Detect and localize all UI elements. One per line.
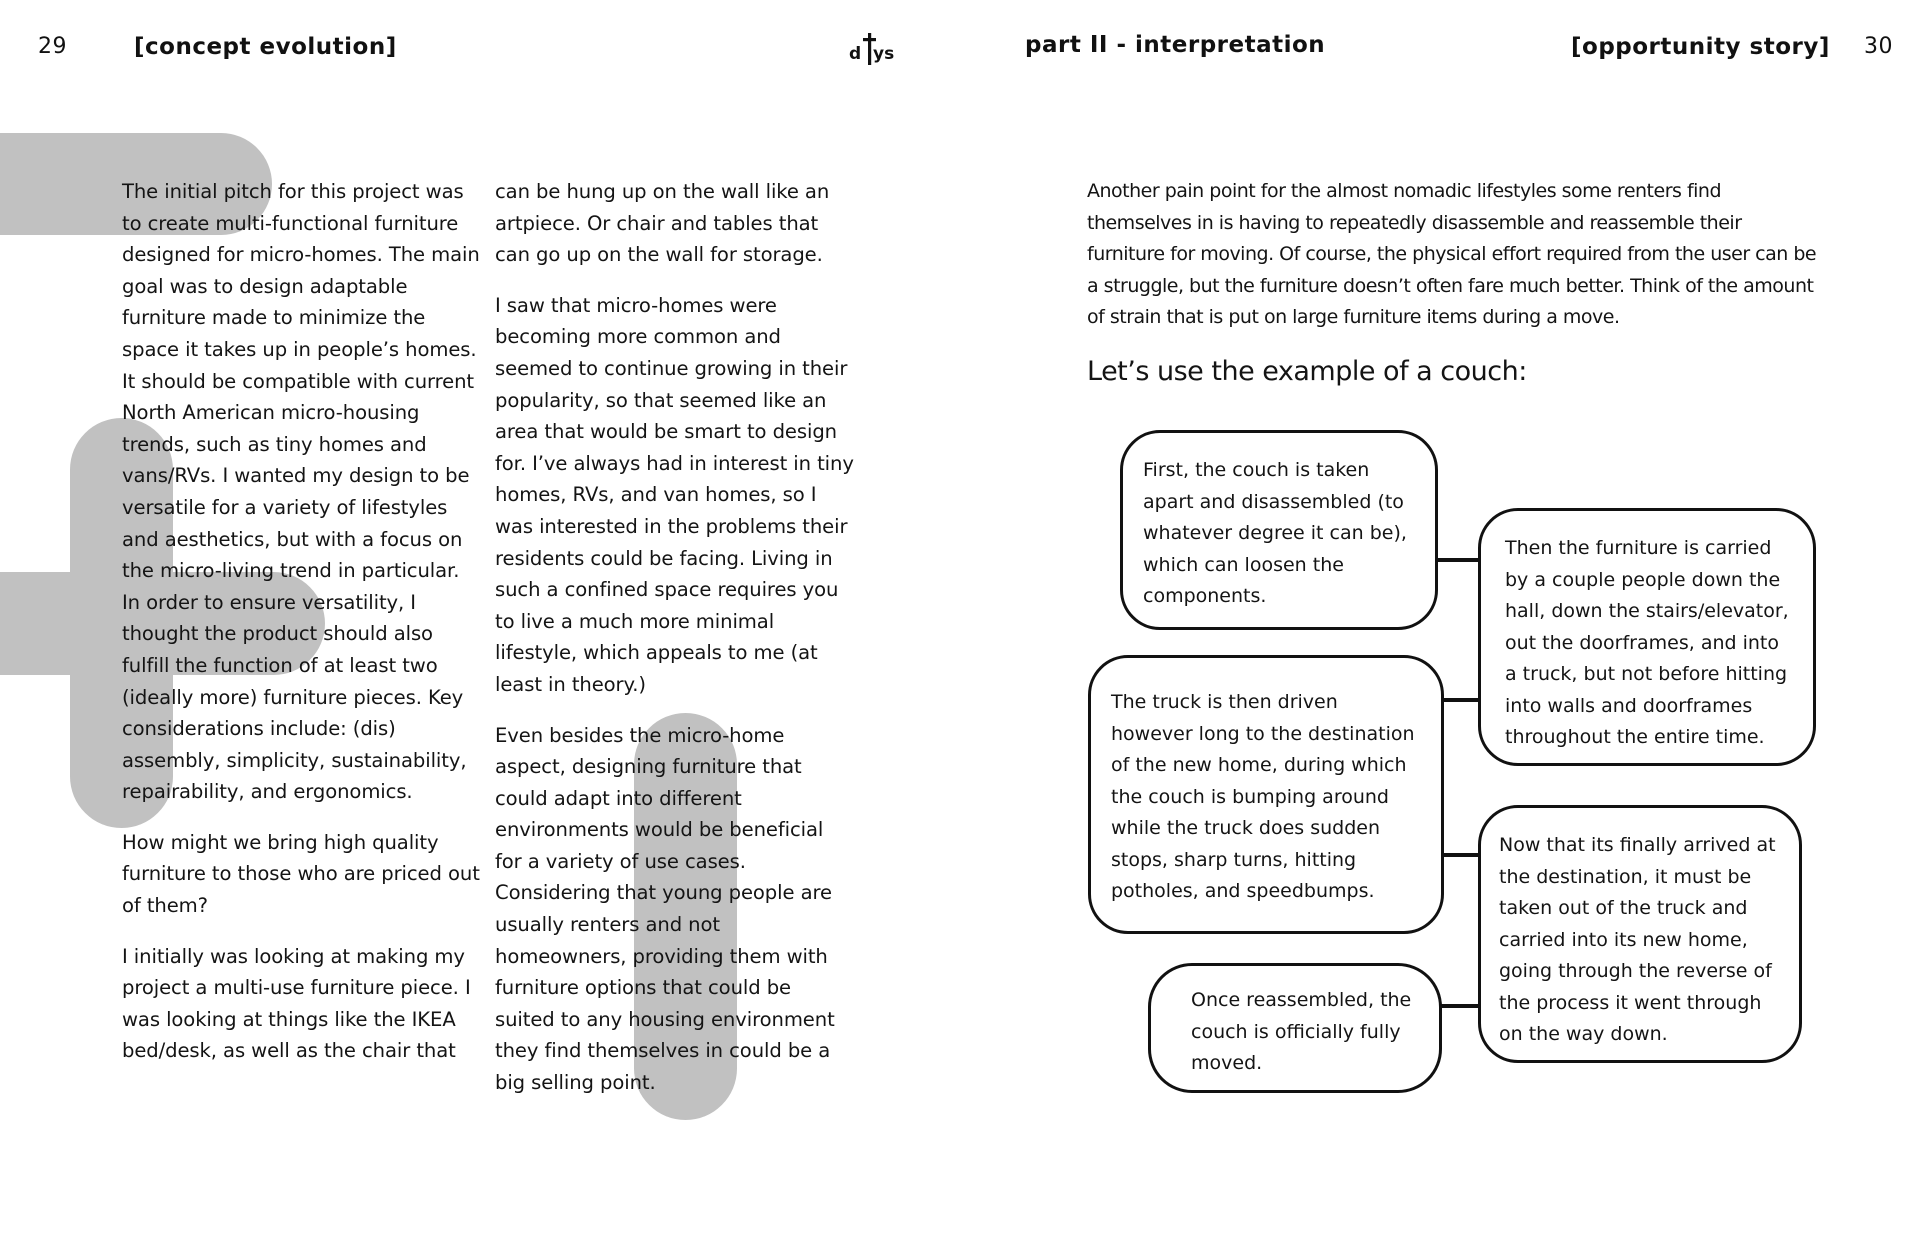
connector-line (1434, 558, 1480, 562)
step-text: Once reassembled, the couch is officially fully moved. (1191, 989, 1412, 1074)
diagram-step-box (1088, 655, 1444, 934)
step-text: Then the furniture is carried by a couple people down the hall, down the stairs/elevator, out the doorframes, and into a truck, but not before hitting into walls and doorframes throughout the entire time. (1505, 537, 1789, 748)
connector-line (1441, 853, 1480, 857)
diagram-step-box (1148, 963, 1442, 1093)
paragraph: I saw that micro-homes were becoming more common and seemed to continue growing in their popularity, so that seemed like an area that would be smart to design for. I’ve always had in interest in tiny homes, RVs, and van homes, so I was interested in the problems their residents could be facing. Living in such a confined space requires you to live a much more minimal lifestyle, which appeals to me (at least in theory.) (495, 293, 854, 696)
step-text: The truck is then driven however long to the destination of the new home, during which the couch is bumping around while the truck does sudden stops, sharp turns, hitting potholes, and speedbumps. (1111, 691, 1415, 902)
body-column-2 (495, 176, 855, 1118)
right-section-title: [opportunity story] (1571, 34, 1830, 60)
svg-text:d: d (849, 44, 862, 64)
connector-line (1439, 1004, 1480, 1008)
diagram-step-box (1478, 508, 1816, 766)
paragraph: Even besides the micro-home aspect, designing furniture that could adapt into different environments would be beneficial for a variety of use cases. Considering that young people are usually renters and not homeowners, providing them with furniture options that could be suited to any housing environment they find themselves in could be a big selling point. (495, 723, 835, 1095)
body-column-1 (122, 176, 482, 1086)
paragraph: The initial pitch for this project was to create multi-functional furniture designed for micro-homes. The main goal was to design adaptable furniture made to minimize the space it takes up in people’s homes. It should be compatible with current North American micro-housing trends, such as tiny homes and vans/RVs. I wanted my design to be versatile for a variety of lifestyles and aesthetics, but with a focus on the micro-living trend in particular. In order to ensure versatility, I thought the product should also fulfill the function of at least two (ideally more) furniture pieces. Key considerations include: (dis) assembly, simplicity, sustainability, repairability, and ergonomics. (122, 180, 480, 804)
cross-logo-icon (848, 32, 898, 66)
diagram-step-box (1120, 430, 1438, 630)
right-page-number: 30 (1864, 34, 1893, 59)
svg-text:ys: ys (873, 44, 895, 64)
intro-paragraph: Another pain point for the almost nomadic lifestyles some renters find themselves in is having to repeatedly disassemble and reassemble their furniture for moving. Of course, the physical effort required from the user can be a struggle, but the furniture doesn’t often fare much better. Think of the amount of strain that is put on large furniture items during a move. (1087, 180, 1817, 329)
paragraph: I initially was looking at making my project a multi-use furniture piece. I was looking at things like the IKEA bed/desk, as well as the chair that (122, 944, 471, 1063)
left-section-title: [concept evolution] (134, 34, 397, 60)
left-page-number: 29 (38, 34, 67, 59)
step-text: First, the couch is taken apart and disassembled (to whatever degree it can be), which can loosen the components. (1143, 459, 1407, 607)
logo (848, 32, 898, 66)
diagram-step-box (1478, 805, 1802, 1063)
paragraph: can be hung up on the wall like an artpiece. Or chair and tables that can go up on the wall for storage. (495, 180, 830, 267)
diagram-heading: Let’s use the example of a couch: (1087, 356, 1527, 387)
connector-line (1441, 698, 1480, 702)
part-title: part II - interpretation (1025, 32, 1326, 58)
paragraph-question: How might we bring high quality furniture to those who are priced out of them? (122, 830, 480, 918)
step-text: Now that its finally arrived at the destination, it must be taken out of the truck and carried into its new home, going through the reverse of the process it went through on the way down. (1499, 834, 1776, 1045)
